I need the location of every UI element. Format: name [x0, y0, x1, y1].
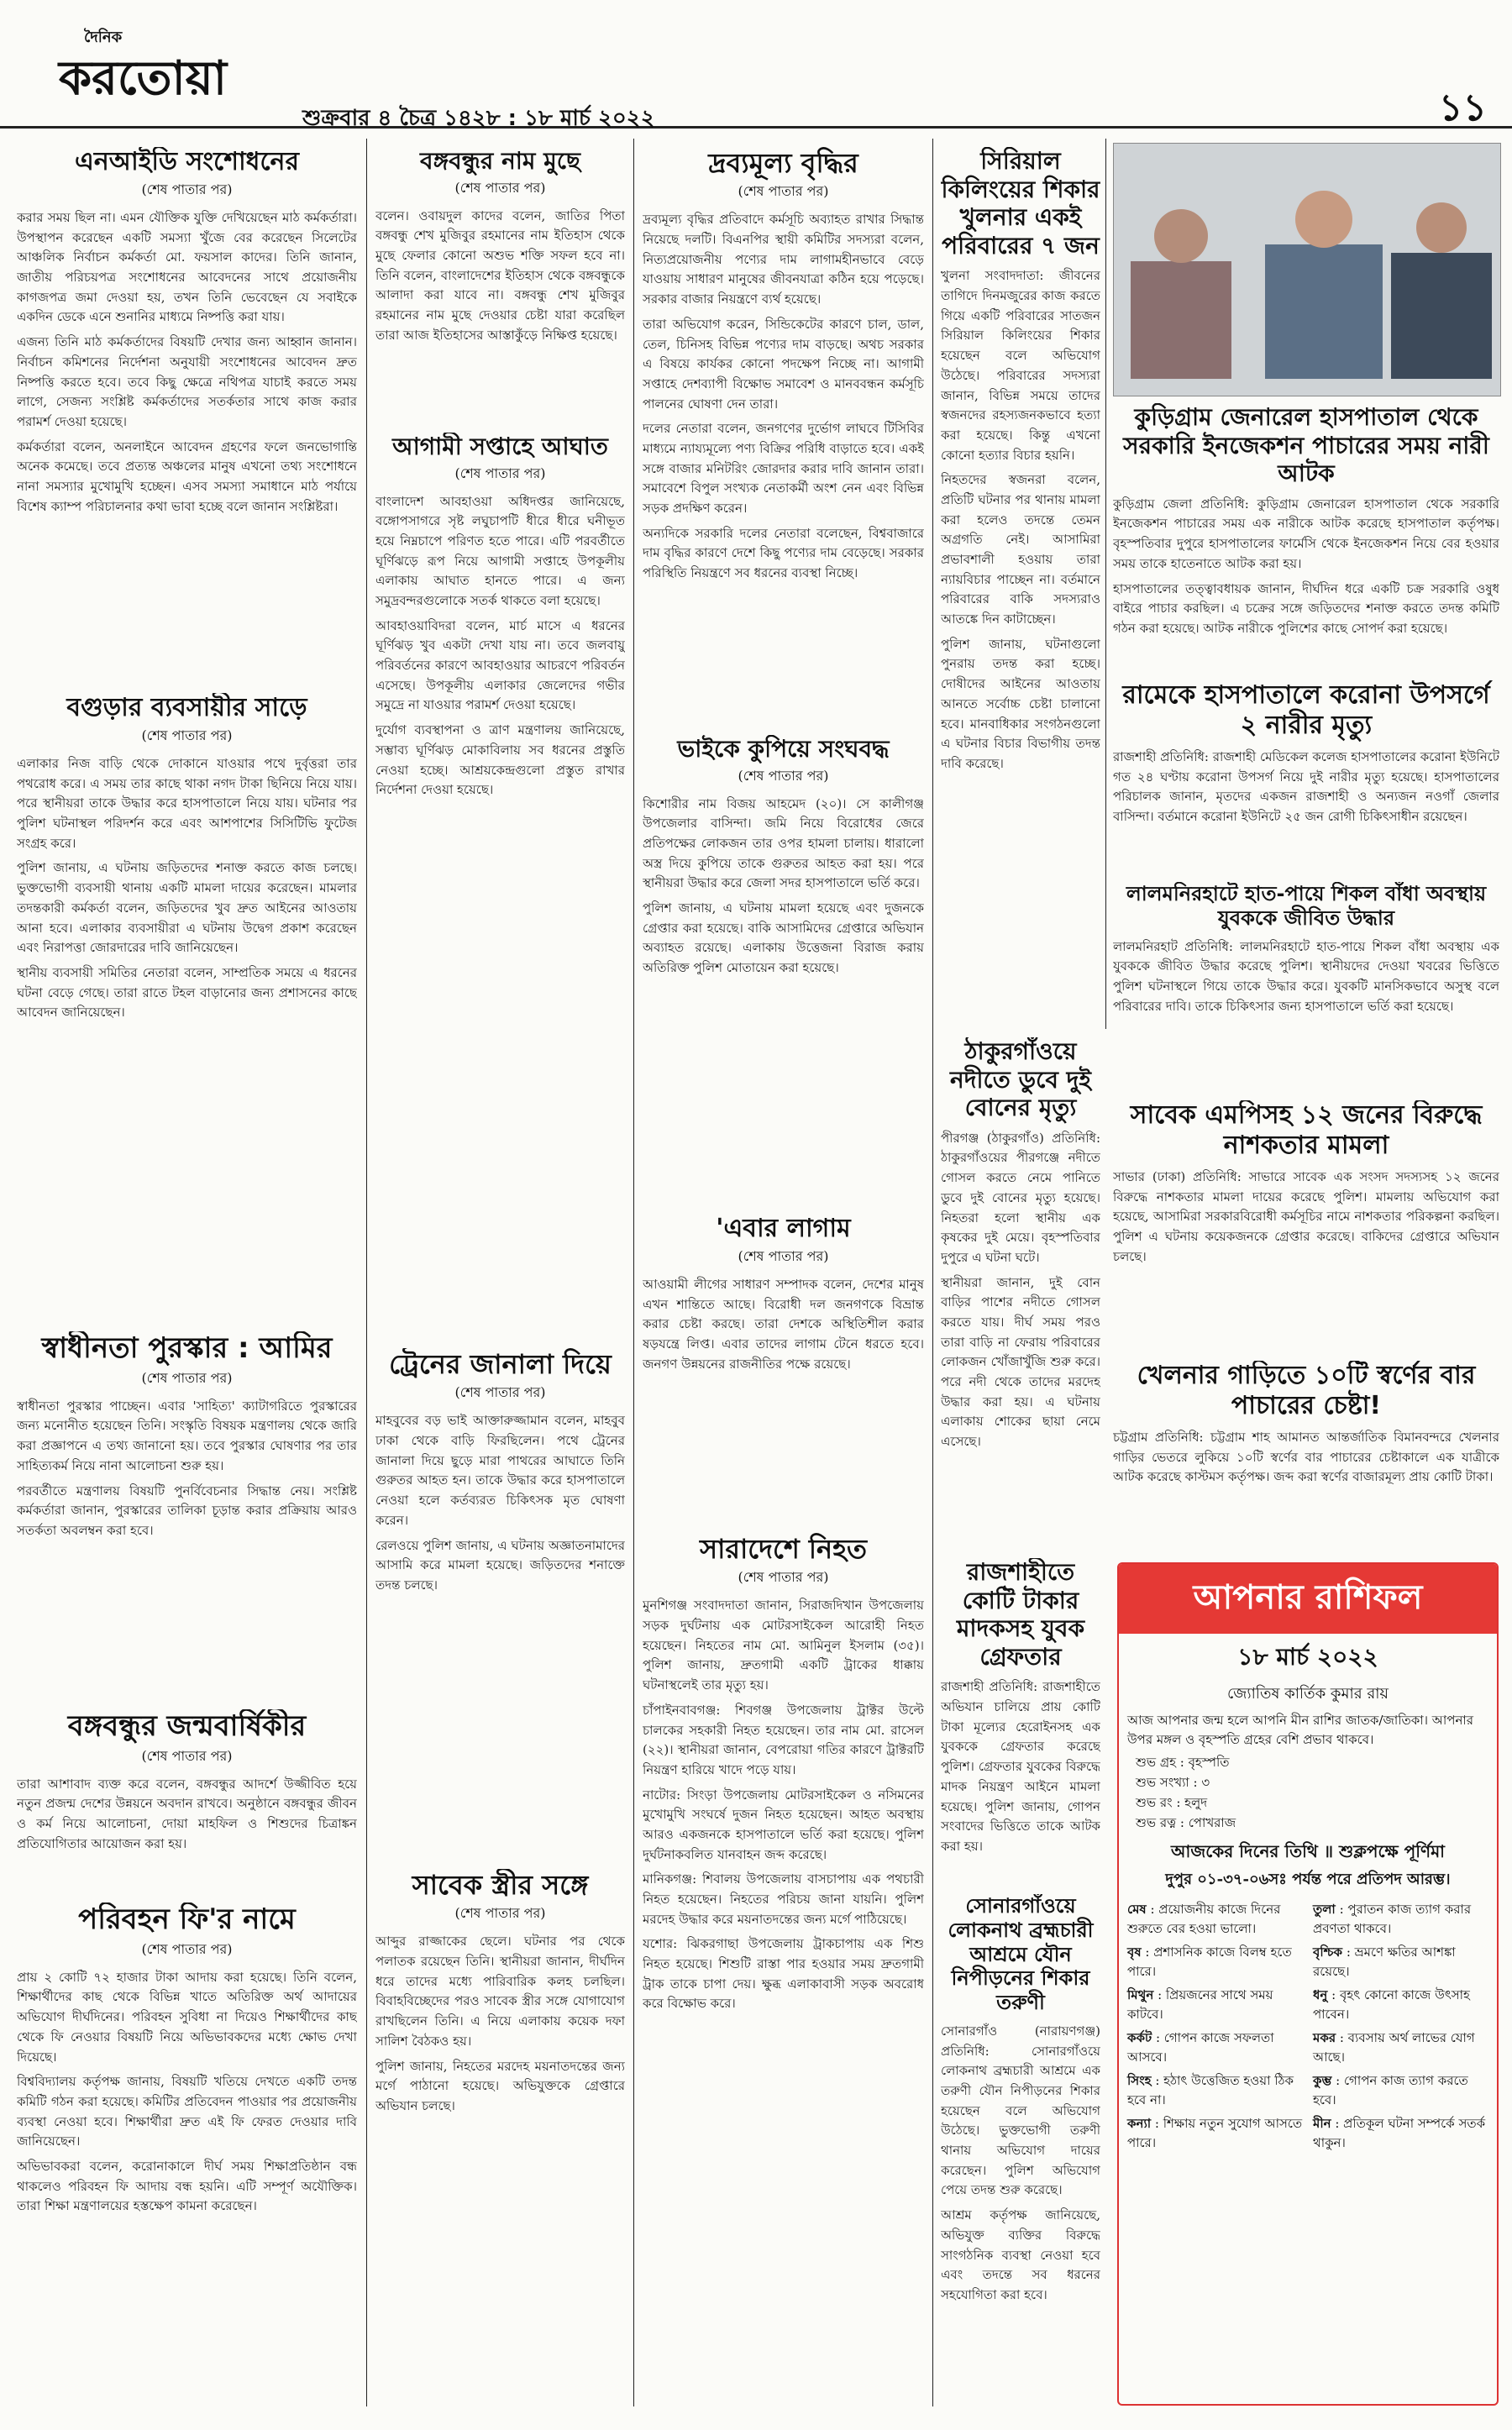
rashi-item: বৃশ্চিক : ভ্রমণে ক্ষতির আশঙ্কা রয়েছে। [1313, 1945, 1456, 1979]
story-thakurgaon [941, 1037, 1100, 1558]
story-bangabandhu-jonmo [17, 1709, 357, 1903]
rashi-item: কুম্ভ : গোপন কাজ ত্যাগ করতে হবে। [1313, 2073, 1468, 2107]
story-bogura [17, 693, 357, 1331]
story-paragraph: পুলিশ জানায়, এ ঘটনায় জড়িতদের শনাক্ত করতে কাজ চলছে। ভুক্তভোগী ব্যবসায়ী থানায় একটি মামলা দায়ের করেছেন। মামলার তদন্তকারী কর্মকর্তা বলেন, জড়িতদের খুব দ্রুত আইনের আওতায় আনা হবে। এলাকার ব্যবসায়ীরা এ ঘটনায় উদ্বেগ প্রকাশ করেছেন এবং নিরাপত্তা জোরদারের দাবি জানিয়েছেন। [17, 860, 357, 956]
story-paragraph: তারা আশাবাদ ব্যক্ত করে বলেন, বঙ্গবন্ধুর আদর্শে উজ্জীবিত হয়ে নতুন প্রজন্ম দেশের উন্নয়নে অবদান রাখবে। অনুষ্ঠানে বঙ্গবন্ধুর জীবন ও কর্ম নিয়ে আলোচনা, দোয়া মাহফিল ও শিশুদের চিত্রাঙ্কন প্রতিযোগিতার আয়োজন করা হয়। [17, 1776, 357, 1851]
story-headline: ট্রেনের জানালা দিয়ে [389, 1348, 612, 1380]
story-paragraph: কুড়িগ্রাম জেলা প্রতিনিধি: কুড়িগ্রাম জেনারেল হাসপাতাল থেকে সরকারি ইনজেকশন পাচারের সময় এক নারীকে আটক করেছে হাসপাতাল কর্তৃপক্ষ। বৃহস্পতিবার দুপুরে হাসপাতালের ফার্মেসি থেকে ইনজেকশন নিয়ে বের হওয়ার সময় তাকে হাতেনাতে আটক করা হয়। [1113, 496, 1499, 571]
story-paragraph: স্থানীয় ব্যবসায়ী সমিতির নেতারা বলেন, সাম্প্রতিক সময়ে এ ধরনের ঘটনা বেড়ে গেছে। তারা রাতে টহল বাড়ানোর জন্য প্রশাসনের কাছে আবেদন জানিয়েছেন। [17, 964, 357, 1021]
newspaper-logo: করতোয়া [59, 51, 227, 106]
column-1 [17, 147, 357, 2415]
rashi-item: ধনু : বৃহৎ কোনো কাজে উৎসাহ পাবেন। [1313, 1987, 1470, 2022]
continued-label: (শেষ পাতার পর) [738, 767, 829, 784]
story-paragraph: দুর্যোগ ব্যবস্থাপনা ও ত্রাণ মন্ত্রণালয় জানিয়েছে, সম্ভাব্য ঘূর্ণিঝড় মোকাবিলায় সব ধরনের প্রস্তুতি নেওয়া হচ্ছে। আশ্রয়কেন্দ্রগুলো প্রস্তুত রাখার নির্দেশনা দেওয়া হয়েছে। [375, 722, 625, 798]
story-serial [941, 147, 1100, 1037]
story-paragraph: স্থানীয়রা জানান, দুই বোন বাড়ির পাশের নদীতে গোসল করতে যায়। দীর্ঘ সময় পরও তারা বাড়ি না ফেরায় পরিবারের লোকজন খোঁজাখুঁজি শুরু করে। পরে নদী থেকে তাদের মরদেহ উদ্ধার করা হয়। এ ঘটনায় এলাকায় শোকের ছায়া নেমে এসেছে। [941, 1274, 1100, 1450]
rashi-item: মিথুন : প্রিয়জনের সাথে সময় কাটবে। [1127, 1987, 1273, 2022]
story-paragraph: এলাকার নিজ বাড়ি থেকে দোকানে যাওয়ার পথে দুর্বৃত্তরা তার পথরোধ করে। এ সময় তার কাছে থাকা নগদ টাকা ছিনিয়ে নিয়ে যায়। পরে স্থানীয়রা তাকে উদ্ধার করে হাসপাতালে নিয়ে যায়। ঘটনার পর পুলিশ ঘটনাস্থল পরিদর্শন করে এবং আশপাশের সিসিটিভি ফুটেজ সংগ্রহ করে। [17, 756, 357, 851]
rashifal-intro: আজ আপনার জন্ম হলে আপনি মীন রাশির জাতক/জাতিকা। আপনার উপর মঙ্গল ও বৃহস্পতি গ্রহের বেশি প্রভাব থাকবে। [1127, 1713, 1473, 1747]
story-paragraph: পরবর্তীতে মন্ত্রণালয় বিষয়টি পুনর্বিবেচনার সিদ্ধান্ত নেয়। সংশ্লিষ্ট কর্মকর্তারা জানান, পুরস্কারের তালিকা চূড়ান্ত করার প্রক্রিয়ায় আরও সতর্কতা অবলম্বন করা হবে। [17, 1483, 357, 1538]
story-headline: সোনারগাঁওয়ে লোকনাথ ব্রহ্মচারী আশ্রমে যৌন নিপীড়নের শিকার তরুণী [948, 1894, 1094, 2015]
continued-label: (শেষ পাতার পর) [738, 183, 829, 200]
rashifal-box [1117, 1562, 1499, 2406]
story-rameke [1113, 680, 1499, 882]
story-nid [17, 147, 357, 693]
story-drobyo [643, 147, 924, 735]
lucky-item: শুভ রং : হলুদ [1136, 1795, 1208, 1810]
story-headline: বঙ্গবন্ধুর জন্মবার্ষিকীর [67, 1709, 307, 1743]
rashi-item: বৃষ : প্রশাসনিক কাজে বিলম্ব হতে পারে। [1127, 1945, 1292, 1979]
story-headline: রামেকে হাসপাতালে করোনা উপসর্গে ২ নারীর মৃত্যু [1122, 680, 1490, 740]
continued-label: (শেষ পাতার পর) [738, 1569, 829, 1586]
tithi-line: আজকের দিনের তিথি ॥ শুক্লপক্ষে পূর্ণিমা [1171, 1841, 1445, 1861]
continued-label: (শেষ পাতার পর) [141, 1940, 233, 1957]
story-headline: সাবেক এমপিসহ ১২ জনের বিরুদ্ধে নাশকতার মামলা [1130, 1100, 1483, 1160]
story-kurigram [1113, 403, 1499, 680]
story-paragraph: আবহাওয়াবিদরা বলেন, মার্চ মাসে এ ধরনের ঘূর্ণিঝড় খুব একটা দেখা যায় না। তবে জলবায়ু পরিবর্তনের কারণে আবহাওয়ার আচরণে পরিবর্তন এসেছে। উপকূলীয় এলাকার জেলেদের গভীর সমুদ্রে না যাওয়ার পরামর্শ দেওয়া হয়েছে। [375, 617, 625, 713]
story-bangabandhu-nam [375, 147, 625, 433]
story-paragraph: চাঁপাইনবাবগঞ্জ: শিবগঞ্জ উপজেলায় ট্রাক্টর উল্টে চালকের সহকারী নিহত হয়েছেন। তার নাম মো. রাসেল (২২)। স্থানীয়রা জানান, বেপরোয়া গতির কারণে ট্রাক্টরটি নিয়ন্ত্রণ হারিয়ে খাদে পড়ে যায়। [643, 1702, 924, 1777]
story-headline: পরিবহন ফি'র নামে [78, 1903, 296, 1936]
story-paragraph: নাটোর: সিংড়া উপজেলায় মোটরসাইকেল ও নসিমনের মুখোমুখি সংঘর্ষে দুজন নিহত হয়েছেন। আহত অবস্থায় আরও একজনকে হাসপাতালে ভর্তি করা হয়েছে। পুলিশ দুর্ঘটনাকবলিত যানবাহন জব্দ করেছে। [643, 1787, 924, 1862]
lucky-list [1119, 1749, 1497, 1836]
story-paragraph: করার সময় ছিল না। এমন যৌক্তিক যুক্তি দেখিয়েছেন মাঠ কর্মকর্তারা। উপস্থাপন করেছেন একটি সমস্যা খুঁজে বের করেছেন সিলেটের আঞ্চলিক নির্বাচন কর্মকর্তা মো. ফয়সাল কাদের। তিনি জানান, জাতীয় পরিচয়পত্র সংশোধনের আবেদনের সাথে প্রয়োজনীয় কাগজপত্র জমা দেওয়া হয়, তখন তিনি ভেবেছেন যে সবাইকে একদিন ডেকে এনে শুনানির মাধ্যমে নিষ্পত্তি করা যায়। [17, 210, 357, 325]
continued-label: (শেষ পাতার পর) [454, 1905, 546, 1922]
column-divider [633, 139, 634, 2406]
lucky-item: শুভ রত্ন : পোখরাজ [1136, 1815, 1236, 1830]
story-headline: সারাদেশে নিহত [700, 1533, 867, 1565]
rashifal-date: ১৮ মার্চ ২০২২ [1237, 1643, 1378, 1671]
story-paragraph: দলের নেতারা বলেন, জনগণের দুর্ভোগ লাঘবে টিসিবির মাধ্যমে ন্যায্যমূল্যে পণ্য বিক্রির পরিধি বাড়াতে হবে। একই সঙ্গে বাজার মনিটরিং জোরদার করার দাবি জানান তারা। সমাবেশে বিপুল সংখ্যক নেতাকর্মী অংশ নেন এবং বিভিন্ন সড়ক প্রদক্ষিণ করেন। [643, 421, 924, 517]
story-headline: স্বাধীনতা পুরস্কার : আমির [41, 1331, 333, 1365]
rashifal-title: আপনার রাশিফল [1119, 1564, 1497, 1634]
rashi-item: মকর : ব্যবসায় অর্থ লাভের যোগ আছে। [1313, 2030, 1475, 2065]
story-train [375, 1348, 625, 1869]
rashi-item: কন্যা : শিক্ষায় নতুন সুযোগ আসতে পারে। [1127, 2116, 1303, 2150]
story-paragraph: রাজশাহী প্রতিনিধি: রাজশাহীতে অভিযান চালিয়ে প্রায় কোটি টাকা মূল্যের হেরোইনসহ এক যুবককে গ্রেফতার করেছে পুলিশ। গ্রেফতার যুবকের বিরুদ্ধে মাদক নিয়ন্ত্রণ আইনে মামলা হয়েছে। পুলিশ জানায়, গোপন সংবাদের ভিত্তিতে তাকে আটক করা হয়। [941, 1679, 1100, 1854]
column-divider [932, 139, 933, 2406]
story-headline: আগামী সপ্তাহে আঘাত [392, 433, 608, 460]
story-paragraph: লালমনিরহাট প্রতিনিধি: লালমনিরহাটে হাত-পায়ে শিকল বাঁধা অবস্থায় এক যুবককে জীবিত উদ্ধার করেছে পুলিশ। স্থানীয়দের দেওয়া খবরের ভিত্তিতে পুলিশ ঘটনাস্থলে গিয়ে তাকে উদ্ধার করে। যুবকটি মানসিকভাবে অসুস্থ বলে পরিবারের দাবি। তাকে চিকিৎসার জন্য হাসপাতালে ভর্তি করা হয়েছে। [1113, 938, 1499, 1014]
logo-small-text: দৈনিক [84, 29, 123, 46]
story-paragraph: সাভার (ঢাকা) প্রতিনিধি: সাভারে সাবেক এক সংসদ সদস্যসহ ১২ জনের বিরুদ্ধে নাশকতার মামলা দায়ের করেছে পুলিশ। মামলায় অভিযোগ করা হয়েছে, আসামিরা সরকারবিরোধী কর্মসূচির নামে নাশকতার পরিকল্পনা করছিল। পুলিশ এ ঘটনায় কয়েকজনকে গ্রেপ্তার করেছে। বাকিদের গ্রেপ্তারে অভিযান চলছে। [1113, 1169, 1499, 1264]
story-paragraph: অন্যদিকে সরকারি দলের নেতারা বলেছেন, বিশ্ববাজারে দাম বৃদ্ধির কারণে দেশে কিছু পণ্যের দাম বেড়েছে। সরকার পরিস্থিতি নিয়ন্ত্রণে সব ধরনের ব্যবস্থা নিচ্ছে। [643, 525, 924, 581]
story-headline: লালমনিরহাটে হাত-পায়ে শিকল বাঁধা অবস্থায় যুবককে জীবিত উদ্ধার [1126, 882, 1487, 930]
issue-date: শুক্রবার ৪ চৈত্র ১৪২৮ : ১৮ মার্চ ২০২২ [302, 106, 655, 131]
story-paragraph: কর্মকর্তারা বলেন, অনলাইনে আবেদন গ্রহণের ফলে জনভোগান্তি অনেক কমেছে। তবে প্রত্যন্ত অঞ্চলের মানুষ এখনো তথ্য সংশোধনে নানা সমস্যার মুখোমুখি হচ্ছেন। এসব সমস্যা সমাধানে মাঠ পর্যায়ে বিশেষ ক্যাম্প পরিচালনার কথা ভাবা হচ্ছে বলে জানান সংশ্লিষ্টরা। [17, 438, 357, 514]
continued-label: (শেষ পাতার পর) [738, 1248, 829, 1264]
story-paragraph: মাহবুবের বড় ভাই আক্তারুজ্জামান বলেন, মাহবুব ঢাকা থেকে বাড়ি ফিরছিলেন। পথে ট্রেনের জানালা দিয়ে ছুড়ে মারা পাথরের আঘাতে তিনি গুরুতর আহত হন। তাকে উদ্ধার করে হাসপাতালে নেওয়া হলে কর্তব্যরত চিকিৎসক মৃত ঘোষণা করেন। [375, 1413, 625, 1528]
story-paragraph: বাংলাদেশ আবহাওয়া অধিদপ্তর জানিয়েছে, বঙ্গোপসাগরে সৃষ্ট লঘুচাপটি ধীরে ধীরে ঘনীভূত হয়ে নিম্নচাপে পরিণত হতে পারে। এটি পরবর্তীতে ঘূর্ণিঝড়ে রূপ নিয়ে আগামী সপ্তাহে উপকূলীয় এলাকায় আঘাত হানতে পারে। এ জন্য সমুদ্রবন্দরগুলোকে সতর্ক থাকতে বলা হয়েছে। [375, 493, 625, 609]
story-headline: বঙ্গবন্ধুর নাম মুছে [420, 147, 580, 175]
lucky-item: শুভ সংখ্যা : ৩ [1136, 1775, 1210, 1790]
column-5 [1113, 403, 1499, 1562]
story-headline: রাজশাহীতে কোটি টাকার মাদকসহ যুবক গ্রেফতার [956, 1558, 1085, 1671]
rashi-item: কর্কট : গোপন কাজে সফলতা আসবে। [1127, 2030, 1274, 2065]
news-photo [1113, 143, 1501, 396]
story-headline: ভাইকে কুপিয়ে সংঘবদ্ধ [677, 735, 890, 763]
story-swadhinata [17, 1331, 357, 1709]
continued-label: (শেষ পাতার পর) [141, 727, 233, 743]
story-agami [375, 433, 625, 1348]
story-paragraph: রাজশাহী প্রতিনিধি: রাজশাহী মেডিকেল কলেজ হাসপাতালের করোনা ইউনিটে গত ২৪ ঘণ্টায় করোনা উপসর্গ নিয়ে দুই নারীর মৃত্যু হয়েছে। হাসপাতালের পরিচালক জানান, মৃতদের একজন রাজশাহী ও অন্যজন নওগাঁ জেলার বাসিন্দা। বর্তমানে করোনা ইউনিটে ২৫ জন রোগী চিকিৎসাধীন রয়েছেন। [1113, 749, 1499, 825]
rashi-item: মীন : প্রতিকূল ঘটনা সম্পর্কে সতর্ক থাকুন। [1313, 2116, 1486, 2150]
story-paragraph: পুলিশ জানায়, ঘটনাগুলো পুনরায় তদন্ত করা হচ্ছে। দোষীদের আইনের আওতায় আনতে সর্বোচ্চ চেষ্টা চালানো হবে। মানবাধিকার সংগঠনগুলো এ ঘটনার বিচার বিভাগীয় তদন্ত দাবি করেছে। [941, 636, 1100, 771]
story-paragraph: আশ্রম কর্তৃপক্ষ জানিয়েছে, অভিযুক্ত ব্যক্তির বিরুদ্ধে সাংগঠনিক ব্যবস্থা নেওয়া হবে এবং তদন্তে সব ধরনের সহযোগিতা করা হবে। [941, 2207, 1100, 2302]
story-ebar-lagam [643, 1214, 924, 1533]
story-headline: দ্রব্যমূল্য বৃদ্ধির [708, 147, 858, 179]
continued-label: (শেষ পাতার পর) [141, 181, 233, 197]
story-paragraph: অভিভাবকরা বলেন, করোনাকালে দীর্ঘ সময় শিক্ষাপ্রতিষ্ঠান বন্ধ থাকলেও পরিবহন ফি আদায় বন্ধ হয়নি। এটি সম্পূর্ণ অযৌক্তিক। তারা শিক্ষা মন্ত্রণালয়ের হস্তক্ষেপ কামনা করেছেন। [17, 2158, 357, 2214]
column-2 [375, 147, 625, 2415]
continued-label: (শেষ পাতার পর) [141, 1747, 233, 1764]
rashifal-author: জ্যোতিষ কার্তিক কুমার রায় [1226, 1685, 1389, 1703]
story-bhaiyer [643, 735, 924, 1214]
continued-label: (শেষ পাতার পর) [141, 1369, 233, 1386]
story-headline: সাবেক স্ত্রীর সঙ্গে [412, 1869, 589, 1901]
rashi-item: সিংহ : হঠাৎ উত্তেজিত হওয়া ঠিক হবে না। [1127, 2073, 1294, 2107]
continued-label: (শেষ পাতার পর) [454, 179, 546, 196]
story-paragraph: বিশ্ববিদ্যালয় কর্তৃপক্ষ জানায়, বিষয়টি খতিয়ে দেখতে একটি তদন্ত কমিটি গঠন করা হয়েছে। কমিটির প্রতিবেদন পাওয়ার পর প্রয়োজনীয় ব্যবস্থা নেওয়া হবে। শিক্ষার্থীরা দ্রুত এই ফি ফেরত দেওয়ার দাবি জানিয়েছেন। [17, 2074, 357, 2149]
story-paragraph: মানিকগঞ্জ: শিবালয় উপজেলায় বাসচাপায় এক পথচারী নিহত হয়েছেন। নিহতের পরিচয় জানা যায়নি। পুলিশ মরদেহ উদ্ধার করে ময়নাতদন্তের জন্য মর্গে পাঠিয়েছে। [643, 1871, 924, 1927]
story-paragraph: আওয়ামী লীগের সাধারণ সম্পাদক বলেন, দেশের মানুষ এখন শান্তিতে আছে। বিরোধী দল জনগণকে বিভ্রান্ত করার চেষ্টা করছে। তারা দেশকে অস্থিতিশীল করার ষড়যন্ত্রে লিপ্ত। এবার তাদের লাগাম টেনে ধরতে হবে। জনগণ উন্নয়নের রাজনীতির পক্ষে রয়েছে। [643, 1277, 924, 1372]
story-paragraph: রেলওয়ে পুলিশ জানায়, এ ঘটনায় অজ্ঞাতনামাদের আসামি করে মামলা হয়েছে। জড়িতদের শনাক্তে তদন্ত চলছে। [375, 1537, 625, 1593]
story-paragraph: প্রায় ২ কোটি ৭২ হাজার টাকা আদায় করা হয়েছে। তিনি বলেন, শিক্ষার্থীদের কাছ থেকে বিভিন্ন খাতে অতিরিক্ত অর্থ আদায়ের অভিযোগ দীর্ঘদিনের। পরিবহন সুবিধা না দিয়েও শিক্ষার্থীদের কাছ থেকে ফি নেওয়ার বিষয়টি নিয়ে অভিভাবকদের মধ্যে ক্ষোভ দেখা দিয়েছে। [17, 1969, 357, 2065]
story-headline: বগুড়ার ব্যবসায়ীর সাড়ে [66, 693, 307, 722]
continued-label: (শেষ পাতার পর) [454, 464, 546, 481]
story-paragraph: যশোর: ঝিকরগাছা উপজেলায় ট্রাকচাপায় এক শিশু নিহত হয়েছে। শিশুটি রাস্তা পার হওয়ার সময় দ্রুতগামী ট্রাক তাকে চাপা দেয়। ক্ষুব্ধ এলাকাবাসী সড়ক অবরোধ করে বিক্ষোভ করে। [643, 1936, 924, 2012]
story-headline: 'এবার লাগাম [716, 1214, 851, 1243]
story-headline: এনআইডি সংশোধনের [75, 147, 299, 176]
rashi-item: মেষ : প্রয়োজনীয় কাজে দিনের শুরুতে বের হওয়া ভালো। [1127, 1902, 1281, 1936]
story-paragraph: এজন্য তিনি মাঠ কর্মকর্তাদের বিষয়টি দেখার জন্য আহ্বান জানান। নির্বাচন কমিশনের নির্দেশনা অনুযায়ী সংশোধনের আবেদন দ্রুত নিষ্পত্তি করতে হবে। তবে কিছু ক্ষেত্রে নথিপত্র যাচাই করতে সময় লাগে, সেজন্য সংশ্লিষ্ট কর্মকর্তাদের সতর্কতার সাথে কাজ করার পরামর্শ দেওয়া হয়েছে। [17, 334, 357, 429]
story-lalmonirhat [1113, 882, 1499, 1100]
story-paragraph: তারা অভিযোগ করেন, সিন্ডিকেটের কারণে চাল, ডাল, তেল, চিনিসহ বিভিন্ন পণ্যের দাম বাড়ছে। অথচ সরকার এ বিষয়ে কার্যকর কোনো পদক্ষেপ নিচ্ছে না। আগামী সপ্তাহে দেশব্যাপী বিক্ষোভ সমাবেশ ও মানববন্ধন কর্মসূচি পালনের ঘোষণা দেন তারা। [643, 316, 924, 412]
story-paragraph: খুলনা সংবাদদাতা: জীবনের তাগিদে দিনমজুরের কাজ করতে গিয়ে একটি পরিবারের সাতজন সিরিয়াল কিলিংয়ের শিকার হয়েছেন বলে অভিযোগ উঠেছে। পরিবারের সদস্যরা জানান, বিভিন্ন সময়ে তাদের স্বজনদের রহস্যজনকভাবে হত্যা করা হয়েছে। কিন্তু এখনো কোনো হত্যার বিচার হয়নি। [941, 268, 1100, 463]
column-divider [366, 139, 367, 2406]
story-paragraph: স্বাধীনতা পুরস্কার পাচ্ছেন। এবার 'সাহিত্য' ক্যাটাগরিতে পুরস্কারের জন্য মনোনীত হয়েছেন তিনি। সংস্কৃতি বিষয়ক মন্ত্রণালয় থেকে জারি করা প্রজ্ঞাপনে এ তথ্য জানানো হয়। তবে পুরস্কার ঘোষণার পর তার সাহিত্যকর্ম নিয়ে নানা আলোচনা শুরু হয়। [17, 1398, 357, 1473]
story-mp-mamla [1113, 1100, 1499, 1361]
tithi-time: দুপুর ০১-৩৭-০৬সঃ পর্যন্ত পরে প্রতিপদ আরম্ভ। [1165, 1871, 1451, 1888]
lucky-item: শুভ গ্রহ : বৃহস্পতি [1136, 1755, 1230, 1770]
story-paragraph: পুলিশ জানায়, নিহতের মরদেহ ময়নাতদন্তের জন্য মর্গে পাঠানো হয়েছে। অভিযুক্তকে গ্রেপ্তারে অভিযান চলছে। [375, 2058, 625, 2113]
story-headline: খেলনার গাড়িতে ১০টি স্বর্ণের বার পাচারের চেষ্টা! [1137, 1361, 1476, 1420]
masthead [0, 0, 1512, 129]
story-rajshahi [941, 1558, 1100, 1894]
story-paragraph: দ্রব্যমূল্য বৃদ্ধির প্রতিবাদে কর্মসূচি অব্যাহত রাখার সিদ্ধান্ত নিয়েছে দলটি। বিএনপির স্থায়ী কমিটির সদস্যরা বলেন, নিত্যপ্রয়োজনীয় পণ্যের দাম লাগামহীনভাবে বেড়ে যাওয়ায় সাধারণ মানুষের জীবনযাত্রা কঠিন হয়ে পড়েছে। সরকার বাজার নিয়ন্ত্রণে ব্যর্থ হয়েছে। [643, 212, 924, 307]
story-paragraph: বলেন। ওবায়দুল কাদের বলেন, জাতির পিতা বঙ্গবন্ধু শেখ মুজিবুর রহমানের নাম ইতিহাস থেকে মুছে ফেলার কোনো অশুভ শক্তি সফল হবে না। তিনি বলেন, বাংলাদেশের ইতিহাস থেকে বঙ্গবন্ধুকে আলাদা করা যাবে না। বঙ্গবন্ধু শেখ মুজিবুর রহমানের নাম মুছে দেওয়ার চেষ্টা যারা করেছিল তারা আজ ইতিহাসের আস্তাকুঁড়ে নিক্ষিপ্ত হয়েছে। [375, 207, 625, 343]
page-number: ১১ [1438, 87, 1487, 129]
continued-label: (শেষ পাতার পর) [454, 1384, 546, 1401]
story-paragraph: নিহতদের স্বজনরা বলেন, প্রতিটি ঘটনার পর থানায় মামলা করা হলেও তদন্তে তেমন অগ্রগতি নেই। আসামিরা প্রভাবশালী হওয়ায় তারা ন্যায়বিচার পাচ্ছেন না। বর্তমানে পরিবারের বাকি সদস্যরাও আতঙ্কে দিন কাটাচ্ছেন। [941, 472, 1100, 627]
story-headline: সিরিয়াল কিলিংয়ের শিকার খুলনার একই পরিবারের ৭ জন [941, 147, 1100, 260]
story-paragraph: চট্টগ্রাম প্রতিনিধি: চট্টগ্রাম শাহ আমানত আন্তর্জাতিক বিমানবন্দরে খেলনার গাড়ির ভেতরে লুকিয়ে ১০টি স্বর্ণের বার পাচারের চেষ্টাকালে এক যাত্রীকে আটক করেছে কাস্টমস কর্তৃপক্ষ। জব্দ করা স্বর্ণের বাজারমূল্য প্রায় কোটি টাকা। [1113, 1430, 1499, 1485]
story-paragraph: মুনশিগঞ্জ সংবাদদাতা জানান, সিরাজদিখান উপজেলায় সড়ক দুর্ঘটনায় এক মোটরসাইকেল আরোহী নিহত হয়েছেন। নিহতের নাম মো. আমিনুল ইসলাম (৩৫)। পুলিশ জানায়, দ্রুতগামী একটি ট্রাকের ধাক্কায় ঘটনাস্থলেই তার মৃত্যু হয়। [643, 1598, 924, 1693]
column-divider [1105, 139, 1106, 1029]
column-3 [643, 147, 924, 2415]
column-4 [941, 147, 1100, 2415]
story-paragraph: পুলিশ জানায়, এ ঘটনায় মামলা হয়েছে এবং দুজনকে গ্রেপ্তার করা হয়েছে। বাকি আসামিদের গ্রেপ্তারে অভিযান অব্যাহত রয়েছে। এলাকায় উত্তেজনা বিরাজ করায় অতিরিক্ত পুলিশ মোতায়েন করা হয়েছে। [643, 900, 924, 976]
story-sabek-stree [375, 1869, 625, 2390]
story-headline: কুড়িগ্রাম জেনারেল হাসপাতাল থেকে সরকারি ইনজেকশন পাচারের সময় নারী আটক [1123, 403, 1489, 488]
rashi-item: তুলা : পুরাতন কাজ ত্যাগ করার প্রবণতা থাকবে। [1313, 1902, 1472, 1936]
hospital-scene-image [1114, 144, 1500, 396]
story-paragraph: সোনারগাঁও (নারায়ণগঞ্জ) প্রতিনিধি: সোনারগাঁওয়ে লোকনাথ ব্রহ্মচারী আশ্রমে এক তরুণী যৌন নিপীড়নের শিকার হয়েছেন বলে অভিযোগ উঠেছে। ভুক্তভোগী তরুণী থানায় অভিযোগ দায়ের করেছেন। পুলিশ অভিযোগ পেয়ে তদন্ত শুরু করেছে। [941, 2023, 1100, 2198]
rashifal-grid [1119, 1900, 1497, 2152]
story-poribohon [17, 1903, 357, 2373]
story-sonargaon [941, 1894, 1100, 2398]
story-saradeshe [643, 1533, 924, 2398]
story-paragraph: কিশোরীর নাম বিজয় আহমেদ (২০)। সে কালীগঞ্জ উপজেলার বাসিন্দা। জমি নিয়ে বিরোধের জেরে প্রতিপক্ষের লোকজন তার ওপর হামলা চালায়। ধারালো অস্ত্র দিয়ে কুপিয়ে তাকে গুরুতর আহত করা হয়। পরে স্থানীয়রা উদ্ধার করে জেলা সদর হাসপাতালে ভর্তি করে। [643, 795, 924, 891]
story-paragraph: হাসপাতালের তত্ত্বাবধায়ক জানান, দীর্ঘদিন ধরে একটি চক্র সরকারি ওষুধ বাইরে পাচার করছিল। এ চক্রের সঙ্গে জড়িতদের শনাক্ত করতে তদন্ত কমিটি গঠন করা হয়েছে। আটক নারীকে পুলিশের কাছে সোপর্দ করা হয়েছে। [1113, 580, 1499, 636]
story-khelna [1113, 1361, 1499, 1554]
story-paragraph: পীরগঞ্জ (ঠাকুরগাঁও) প্রতিনিধি: ঠাকুরগাঁওয়ের পীরগঞ্জে নদীতে গোসল করতে নেমে পানিতে ডুবে দুই বোনের মৃত্যু হয়েছে। নিহতরা হলো স্থানীয় এক কৃষকের দুই মেয়ে। বৃহস্পতিবার দুপুরে এ ঘটনা ঘটে। [941, 1130, 1100, 1265]
story-headline: ঠাকুরগাঁওয়ে নদীতে ডুবে দুই বোনের মৃত্যু [950, 1037, 1091, 1122]
story-paragraph: আব্দুর রাজ্জাকের ছেলে। ঘটনার পর থেকে পলাতক রয়েছেন তিনি। স্থানীয়রা জানান, দীর্ঘদিন ধরে তাদের মধ্যে পারিবারিক কলহ চলছিল। বিবাহবিচ্ছেদের পরও সাবেক স্ত্রীর সঙ্গে যোগাযোগ রাখছিলেন তিনি। এ নিয়ে এলাকায় কয়েক দফা সালিশ বৈঠকও হয়। [375, 1934, 625, 2049]
